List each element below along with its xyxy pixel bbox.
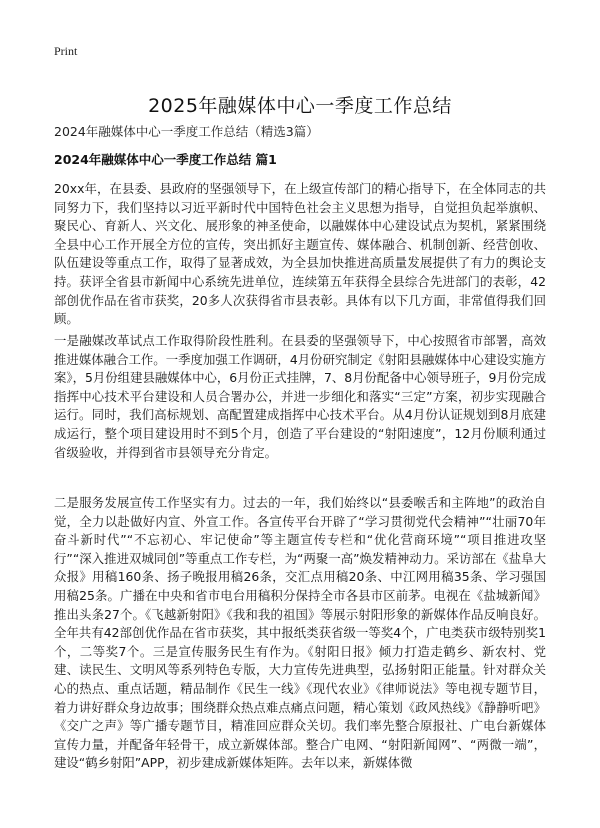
paragraph-reform-pilot: 一是融媒改革试点工作取得阶段性胜利。在县委的坚强领导下，中心按照省市部署，高效推进媒体融合工作。一季度加强工作调研，4月份研究制定《射阳县融媒体中心建设实施方案》，5月份组建县融媒体中心，6月份正式挂牌，7、8月份配备中心领导班子，9月份完成指挥中心技术平台建设和人员合署办公，并进一步细化和落实“三定”方案，初步实现融合运行。同时，我们高标规划、高配置建成指挥中心技术平台。从4月份认证规划到8月底建成运行，整个项目建设用时不到5个月，创造了平台建设的“射阳速度”，12月份顺利通过省级验收，并得到省市县领导充分肯定。 <box>54 333 546 460</box>
document-subtitle: 2024年融媒体中心一季度工作总结（精选3篇） <box>54 124 319 139</box>
print-link[interactable]: Print <box>54 44 78 58</box>
section-heading: 2024年融媒体中心一季度工作总结 篇1 <box>54 152 277 167</box>
paragraph-intro: 20xx年，在县委、县政府的坚强领导下，在上级宣传部门的精心指导下，在全体同志的共同努力下，我们坚持以习近平新时代中国特色社会主义思想为指导，自觉担负起举旗帜、聚民心、育新人、兴文化、展形象的神圣使命，以融媒体中心建设试点为契机，紧紧围绕全县中心工作开展全方位的宣传，突出抓好主题宣传、媒体融合、机制创新、经营创收、队伍建设等重点工作，取得了显著成效，为全县加快推进高质量发展提供了有力的舆论支持。获评全省县市新闻中心系统先进单位，连续第五年获得全县综合先进部门的表彰，42部创优作品在省市获奖，20多人次获得省市县表彰。具体有以下几方面，非常值得我们回顾。 <box>54 181 546 327</box>
paragraph-publicity-service: 二是服务发展宣传工作坚实有力。过去的一年，我们始终以“县委喉舌和主阵地”的政治自觉，全力以赴做好内宣、外宣工作。各宣传平台开辟了“学习贯彻党代会精神”“壮丽70年奋斗新时代”“不忘初心、牢记使命”等主题宣传专栏和“优化营商环境”“项目推进攻坚行”“深入推进双城同创”等重点工作专栏，为“两聚一高”焕发精神动力。采访部在《盐阜大众报》用稿160条、扬子晚报用稿26条，交汇点用稿20条、中江网用稿35条、学习强国用稿25条。广播在中央和省市电台用稿积分保持全市各县市区前茅。电视在《盐城新闻》推出头条27个。《飞越新射阳》《我和我的祖国》等展示射阳形象的新媒体作品反响良好。全年共有42部创优作品在省市获奖，其中报纸类获省级一等奖4个，广电类获市级特别奖1个，二等奖7个。三是宣传服务民生有作为。《射阳日报》倾力打造走鹤乡、新农村、党建、读民生、文明风等系列特色专版，大力宣传先进典型，弘扬射阳正能量。针对群众关心的热点、重点话题，精品制作《民生一线》《现代农业》《律师说法》等电视专题节目，着力讲好群众身边故事；围绕群众热点难点痛点问题，精心策划《政风热线》《静静听吧》《交广之声》等广播专题节目，精准回应群众关切。我们率先整合原报社、广电台新媒体宣传力量，并配备年轻骨干，成立新媒体部。整合广电网、“射阳新闻网”、“两微一端”，建设“鹤乡射阳”APP，初步建成新媒体矩阵。去年以来，新媒体微 <box>54 495 546 771</box>
document-title: 2025年融媒体中心一季度工作总结 <box>148 94 452 117</box>
